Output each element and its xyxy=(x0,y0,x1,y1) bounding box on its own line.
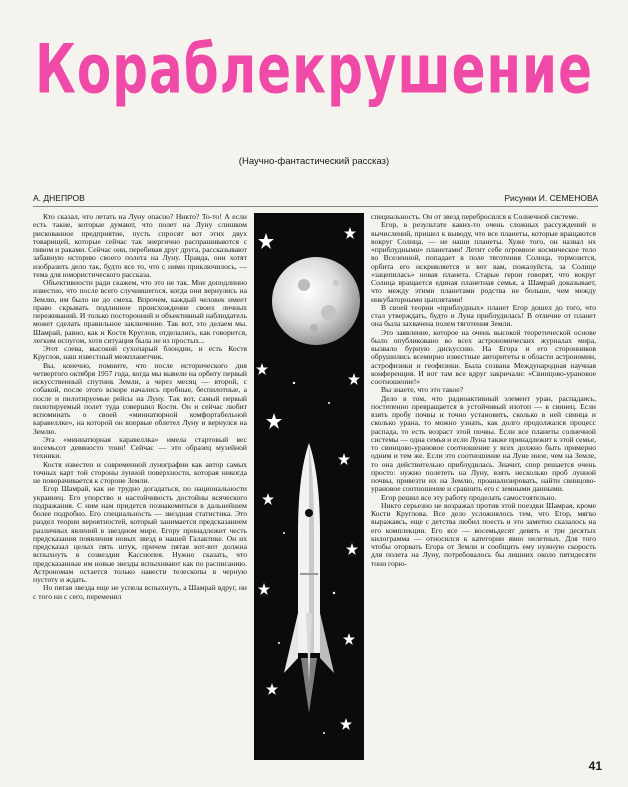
text-column-left xyxy=(33,213,247,775)
paragraph: Но пятая звезда еще не успела вспыхнуть, а Шамрай вдруг, ни с того ни с сего, переменил xyxy=(33,583,247,601)
paragraph: Дело в том, что радиоактивный элемент уран, распадаясь, постепенно превращается в устойчивый изотоп — в свинец. Если взять пробу почвы и точно установить, сколько в ней свинца и сколько урана, то можно узнать, как долго продолжался процесс распада, то есть возраст этой почвы. Если все планеты солнечной системы — одна семья и если Луна также принадлежит к этой семье, то свинцово-урановое соотношение у всех должно быть примерно одним и тем же. Если это соотношение на Луне иное, чем на Земле, то она действительно приблудилась. Значит, спор решается очень просто: нужно полететь на Луну, взять несколько проб лунной почвы, привезти их на Землю, проанализировать, найти свинцово-урановое соотношение и сравнить его с земными данными. xyxy=(371,393,596,494)
text-column-right xyxy=(371,213,596,775)
paragraph: Егор, в результате каких-то очень сложных рассуждений и вычислений, пришел к выводу, что все планеты, которые вращаются вокруг Солнца, — не наши планеты. Хуже того, он назвал их «приблудными» планетами! Летит себе огромное космическое тело во Вселенной, попадает в поле тяготения Солнца, тормозится, орбита его искривляется и вот вам, пожалуйста, за Солнце «зацепилась» новая планета. Старые герои говорят, что вокруг Солнца вращается единая планетная семья, а Шамрай доказывает, что между этими планетами родства не больше, чем между инкубаторными цыплятами! xyxy=(371,220,596,304)
rocket-illustration xyxy=(254,213,364,760)
paragraph: Кто сказал, что летать на Луну опасно? Никто? То-то! А если есть такие, которые думают, что полет на Луну слишком рискованное предприятие, пусть спросят вот этих двух товарищей, которые сейчас так энергично распрашиваются с пивом и раками. Сейчас они, перебивая друг друга, рассказывают забавную историю своего полета на Луну. Правда, они хотят изобразить дело так, будто все то, что с ними приключилось, — тема для юмористического рассказа. xyxy=(33,213,247,279)
rocket-icon xyxy=(284,443,334,713)
paragraph: Костя известен и современной лунографии как автор самых точных карт той стороны лунной поверхности, которая никогда не поворачивается к стороне Земли. xyxy=(33,459,247,485)
paragraph: Эта «миниатюрная каравеллка» имела стартовый вес восемьсот девяносто тонн! Сейчас — это образец музейной техники. xyxy=(33,434,247,461)
paragraph: Егор решил все эту работу проделать самостоятельно. xyxy=(381,492,557,502)
paragraph: специальность. Он от звезд перебросился к Солнечной системе. xyxy=(371,213,579,221)
story-subtitle: (Научно-фантастический рассказ) xyxy=(238,156,390,167)
moon-icon xyxy=(272,257,360,345)
paragraph: Вы, конечно, помните, что после исторического дня четвертого октября 1957 года, когда мы вывели на орбиту первый искусственный спутник Земли, а через месяц — второй, с собакой, после этого вскоре начались пробные, беспилотные, а после и пилотируемые рейсы на Луну. Так вот, самый первый пилотируемый полет туда совершил Костя. Он и сейчас любит вспоминать о своей «миниатюрной комфортабельной каравеллке», на которой он впервые облетел Луну и вернулся на Землю. xyxy=(33,360,247,436)
paragraph: Это заявление, которое на очень высокой теоретической основе было опубликовано во всех астрономических журналах мира, вызвало бурную дискуссию. На Егора и его сторонников обрушились всемирно известные авторитеты в области астрономии, астрофизики и геофизики. Была созвана Международная научная конференция. И вот там все вдруг закричали: «Свинцово-урановое соотношение!» xyxy=(371,327,596,386)
paragraph: В своей теории «приблудных» планет Егор дошел до того, что стал утверждать, будто и Луна приблудилась! В отличие от планет она была захвачена полем тяготения Земли. xyxy=(371,302,596,329)
rocket-illustration-svg xyxy=(254,213,364,760)
paragraph: Егор Шамрай, как не трудно догадаться, по национальности украинец. Его упорство и настойчивость достойны всяческого подражания. С ним нам придется познакомиться в дальнейшем более подробно. Его специальность — звездная статистика. Это раздел теории вероятностей, который занимается предсказанием различных явлений в звездном мире. Егору принадлежит честь предсказания появления новых звезд в нашей Галактике. Он их предсказал целых пять штук, причем пятая вот-вот должна вспыхнуть в созвездии Кассиопея. Нужно сказать, что предсказанные им новые звезды вспыхивают как по расписанию. Астрономам остается только навести телескопы в черную пустоту и ждать. xyxy=(33,484,247,584)
header-divider xyxy=(33,206,598,207)
paragraph: Этот слева, высокий сухопарый блондин, и есть Костя Круглов, наш известный межпланетчик. xyxy=(33,344,247,362)
author-credit: А. ДНЕПРОВ xyxy=(33,193,85,203)
paragraph: Вы знаете, что это такое? xyxy=(381,385,463,395)
page-number: 41 xyxy=(588,759,602,773)
story-title: Кораблекрушение xyxy=(34,30,594,109)
paragraph: Никто серьезно не возражал против этой поездки Шамрая, кроме Кости Круглова. Все дело усложнялось тем, что Егор, мягко выражаясь, еще с детства любил поесть и это заметно сказалось на его комплекции. Его все — восемьдесят девять и три десятых килограмма — относился к категории явно нелетных. Для того чтобы оторвать Егора от Земли и сообщить ему нужную скорость для полета на Луну, потребовалось бы лишних около пятидесяти тонн горю- xyxy=(371,500,596,568)
illustrator-credit: Рисунки И. СЕМЕНОВА xyxy=(504,193,598,203)
paragraph: Объективности ради скажем, что это не так. Мне доподлинно известно, что после всего случившегося, когда они вернулись на Землю, им было не до смеха. Впрочем, каждый человек имеет право скрывать подлинное происхождение своих личных переживаний. И только посторонний и объективный наблюдатель может сделать правильное заключение. Так вот, это делаем мы. Шамрай, равно, как и Костя Круглов, отделались, как говорится, легким испугом, хотя ситуация была не из простых... xyxy=(33,278,247,345)
